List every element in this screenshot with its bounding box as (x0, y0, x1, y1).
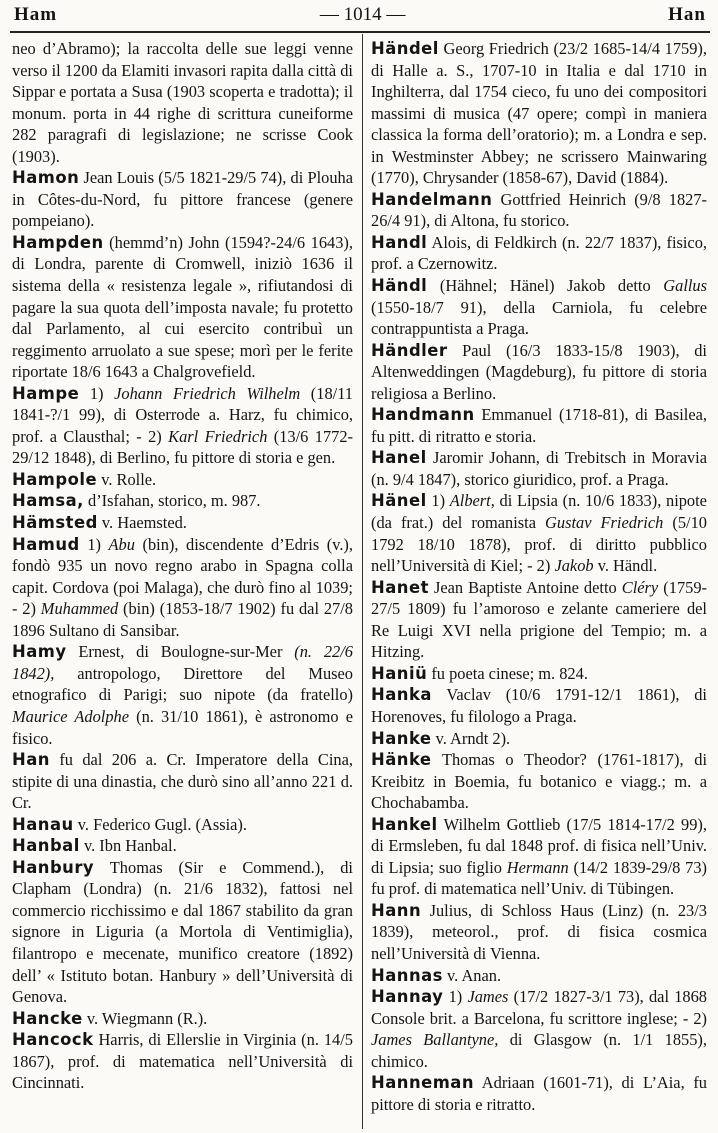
headword: Hampden (12, 232, 104, 252)
entry-text: (bin) (1853-18/7 1902) fu dal 27/8 1896 Sultano di Sansibar. (12, 599, 353, 640)
entry-text: Vaclav (10/6 1791-12/1 1861), di Horenoves, fu filologo a Praga. (371, 685, 707, 726)
entry-hamon (12, 167, 353, 232)
entry-text: Hermann (506, 857, 569, 877)
entry-text: v. Wiegmann (R.). (86, 1008, 208, 1028)
entry-text: Ernest, di Boulogne-sur-Mer (78, 642, 283, 662)
entry-text: Johann Friedrich Wilhelm (114, 383, 301, 403)
entry-text: Harris, di Ellerslie in Virginia (n. 14/5 1867), prof. di matematica nell’Università di Cincinnati. (12, 1030, 353, 1093)
entry-text: (n. 22/6 1842), (12, 642, 353, 683)
entry-text: Albert, (449, 491, 495, 511)
entry-hanbury (12, 857, 353, 1008)
running-head-right: Han (668, 4, 706, 25)
headword: Hampole (12, 469, 98, 489)
column-divider (362, 34, 363, 1129)
headword: Hanke (371, 728, 432, 748)
headword: Handelmann (371, 189, 493, 209)
entry-text: Jean Louis (5/5 1821-29/5 74), di Plouha in Côtes-du-Nord, fu pittore francese (genere pompeiano). (12, 168, 353, 231)
entry-hanbal (12, 835, 353, 857)
entry-text: Adriaan (1601-71), di L’Aia, fu pittore di storia e ritratto. (371, 1073, 707, 1114)
entry-hanel-umlaut (371, 490, 707, 576)
entry-text: Paul (16/3 1833-15/8 1903), di Altenweddingen (Magdeburg), fu pittore di storia religiosa a Berlino. (371, 340, 707, 403)
entry-text: Maurice Adolphe (12, 706, 129, 726)
entry-text: (hemmd’n) John (1594?-24/6 1643), di Londra, parente di Cromwell, iniziò 1636 il sistema della « resistenza legale », rifiutandosi di pagare la sua quota dell’imposta navale; fu protetto dal Parlamento, al cui esercito contribuì un reggimento arruolato a sue spese; morì per le ferite riportate 18/6 1643 a Chalgrovefield. (12, 232, 353, 382)
entry-text: Julius, di Schloss Haus (Linz) (n. 23/3 1839), meteorol., prof. di fisica cosmica nell’Università di Vienna. (371, 900, 707, 963)
running-head (14, 0, 706, 30)
entry-text: Gustav Friedrich (545, 513, 664, 533)
headword: Hanneman (371, 1073, 475, 1093)
headword: Hannay (371, 987, 444, 1007)
entry-text: v. Rolle. (101, 469, 157, 489)
headword: Hamud (12, 534, 80, 554)
headword: Hancke (12, 1008, 83, 1028)
entry-text: (bin), discendente d’Edris (v.), fondò 935 un novo regno arabo in Spagna colla capit. Cordova (poi Malaga), che durò fino al 1039; - 2) (12, 534, 353, 619)
headword: Händel (371, 39, 439, 58)
page-number: — 1014 — (319, 4, 406, 25)
entry-handl (371, 232, 707, 275)
entry-text: Karl Friedrich (168, 426, 268, 446)
entry-text: (13/6 1772-29/12 1848), di Berlino, fu pittore di storia e gen. (12, 426, 353, 468)
headword: Hanbury (12, 857, 95, 877)
entry-hamsa (12, 490, 353, 512)
entry-text: v. Haemsted. (101, 513, 187, 533)
headword: Hancock (12, 1030, 94, 1050)
entry-handel (371, 38, 707, 189)
left-column (12, 38, 353, 1126)
entry-text: d’Isfahan, storico, m. 987. (88, 491, 261, 511)
entry-text: Abu (108, 534, 135, 554)
headword: Hänel (371, 491, 427, 511)
entry-hannay (371, 986, 707, 1072)
entry-text: James (467, 987, 509, 1007)
entry-text: (17/2 1827-3/1 73), dal 1868 Console brit. a Barcelona, fu scrittore inglese; - 2) (371, 987, 707, 1028)
headword: Hamon (12, 168, 80, 188)
entry-text: v. Federico Gugl. (Assia). (77, 814, 247, 834)
entry-text: v. Händl. (597, 556, 658, 576)
headword: Händl (371, 276, 428, 296)
entry-text: v. Anan. (447, 965, 502, 985)
entry-text: 1) (448, 987, 463, 1007)
headword: Hamy (12, 642, 67, 662)
entry-text: 1) (431, 491, 446, 511)
entry-handmann (371, 404, 707, 447)
entry-han (12, 749, 353, 814)
entry-text: Jakob (554, 556, 594, 576)
entry-text: Thomas (Sir e Commend.), di Clapham (Londra) (n. 21/6 1832), fattosi nel commercio ricchissimo e dal 1867 stabilito da gran signore in Liguria (a Mortola di Ventimiglia), filantropo e mecenate, munifico creatore (1892) dell’ « Istituto botan. Hanbury » dell’Università di Genova. (12, 857, 353, 1007)
headword: Hankel (371, 814, 438, 834)
entry-text: Gottfried Heinrich (9/8 1827-26/4 91), di Altona, fu storico. (371, 189, 707, 231)
entry-hamy (12, 641, 353, 749)
headword: Hann (371, 900, 422, 920)
entry-text: (1759-27/5 1809) fu l’amoroso e zelante cameriere del Re Luigi XVI nella prigione del Tempio; m. a Hitzing. (371, 577, 707, 662)
entry-text: (1550-18/7 91), della Carniola, fu celebre contrappuntista a Praga. (371, 297, 707, 339)
headword: Hanet (371, 577, 429, 597)
entry-text: v. Arndt 2). (435, 728, 511, 748)
entry-hankel (371, 814, 707, 900)
entry-hanke-umlaut (371, 749, 707, 814)
entry-hampe (12, 383, 353, 469)
entry-text: Thomas o Theodor? (1761-1817), di Kreibitz in Boemia, fu botanico e viagg.; m. a Chochabamba. (371, 750, 707, 813)
entry-text: Wilhelm Gottlieb (17/5 1814-17/2 99), di Ermsleben, fu dal 1848 prof. di fisica nell’Univ. di Lipsia; suo figlio (371, 814, 707, 877)
entry-text: di Glasgow (n. 1/1 1855), chimico. (371, 1030, 707, 1071)
headword: Hanbal (12, 836, 80, 856)
entry-text: (Hähnel; Hänel) Jakob detto (439, 276, 651, 296)
entry-text: Muhammed (40, 599, 119, 619)
entry-hampden (12, 232, 353, 383)
headword: Hannas (371, 965, 443, 985)
entry-text: Jaromir Johann, di Trebitsch in Moravia (n. 9/4 1847), storico giuridico, prof. a Praga. (371, 448, 707, 489)
headword: Hampe (12, 383, 80, 403)
entry-text: Emmanuel (1718-81), di Basilea, fu pitt. di ritratto e storia. (371, 405, 707, 446)
entry-handl-gallus (371, 275, 707, 340)
entry-text: v. Ibn Hanbal. (83, 836, 177, 856)
right-column (371, 38, 707, 1126)
entry-text: fu poeta cinese; m. 824. (431, 663, 588, 683)
entry-handelmann (371, 189, 707, 232)
entry-hann (371, 900, 707, 965)
headword: Hanka (371, 685, 432, 705)
entry-hancock (12, 1029, 353, 1094)
entry-hanet (371, 577, 707, 663)
entry-text: Georg Friedrich (23/2 1685-14/4 1759), di Halle a. S., 1707-10 in Italia e dal 1710 in Inghilterra, dal 1754 cieco, fu uno dei compositori massimi di musica (47 opere; compì in maniera classica la forma dell’oratorio); m. a Londra e sep. in Westminster Abbey; ne scrissero Mainwaring (1770), Chrysander (1858-67), David (1884). (371, 39, 707, 188)
entry-text: James Ballantyne, (371, 1030, 499, 1050)
entry-hanel (371, 447, 707, 490)
headword: Hämsted (12, 513, 98, 533)
entry-hancke (12, 1008, 353, 1030)
headword: Hamsa, (12, 491, 84, 511)
headword: Hanau (12, 814, 74, 834)
running-head-left: Ham (14, 4, 58, 25)
entry-text: Gallus (663, 276, 707, 296)
entry-text: Cléry (621, 577, 659, 597)
entry-haniu (371, 663, 707, 685)
entry-text: di Lipsia (n. 10/6 1833), nipote (da frat.) del romanista (371, 491, 707, 533)
entry-hanneman (371, 1072, 707, 1115)
entry-text: 1) (87, 534, 101, 554)
entry-text: 1) (89, 383, 104, 403)
entry-text: (18/11 1841-?/1 99), di Osterrode a. Harz, fu chimico, prof. a Clausthal; - 2) (12, 383, 353, 446)
entry-hanke (371, 728, 707, 750)
headword: Hanel (371, 448, 427, 468)
headword: Handmann (371, 405, 475, 425)
entry-handler (371, 340, 707, 405)
entry-text: neo d’Abramo); la raccolta delle sue leggi venne verso il 1200 da Elamiti invasori rapita dalla città di Sippar e portata a Susa (1903 scoperta e tradotta); il monum. porta in 44 righe di scrittura cuneiforme 282 paragrafi di legislazione; ne scrisse Cook (1903). (12, 39, 353, 166)
entry-text: fu dal 206 a. Cr. Imperatore della Cina, stipite di una dinastia, che durò sino all’anno 221 d. Cr. (12, 750, 353, 813)
headword: Hänke (371, 750, 432, 770)
headword: Handl (371, 232, 428, 252)
entry-text: (5/10 1792 18/10 1878), prof. di diritto pubblico nell’Università di Kiel; - 2) (371, 513, 707, 576)
entry-text: Alois, di Feldkirch (n. 22/7 1837), fisico, prof. a Czernowitz. (371, 232, 707, 274)
headword: Han (12, 750, 50, 770)
entry-text: (n. 31/10 1861), è astronomo e fisico. (12, 706, 353, 748)
entry-text: (14/2 1839-29/8 73) fu prof. di matematica nell’Univ. di Tübingen. (371, 857, 707, 899)
entry-continuation (12, 38, 353, 167)
entry-text: antropologo, Direttore del Museo etnografico di Parigi; suo nipote (da fratello) (12, 663, 353, 705)
entry-hamud (12, 534, 353, 642)
header-rule (10, 31, 710, 33)
entry-hanau (12, 814, 353, 836)
headword: Haniü (371, 663, 428, 683)
headword: Händler (371, 340, 448, 360)
entry-hannas (371, 965, 707, 987)
entry-text: Jean Baptiste Antoine detto (433, 577, 617, 597)
entry-hanka (371, 684, 707, 727)
entry-hampole (12, 469, 353, 491)
entry-hamsted (12, 512, 353, 534)
